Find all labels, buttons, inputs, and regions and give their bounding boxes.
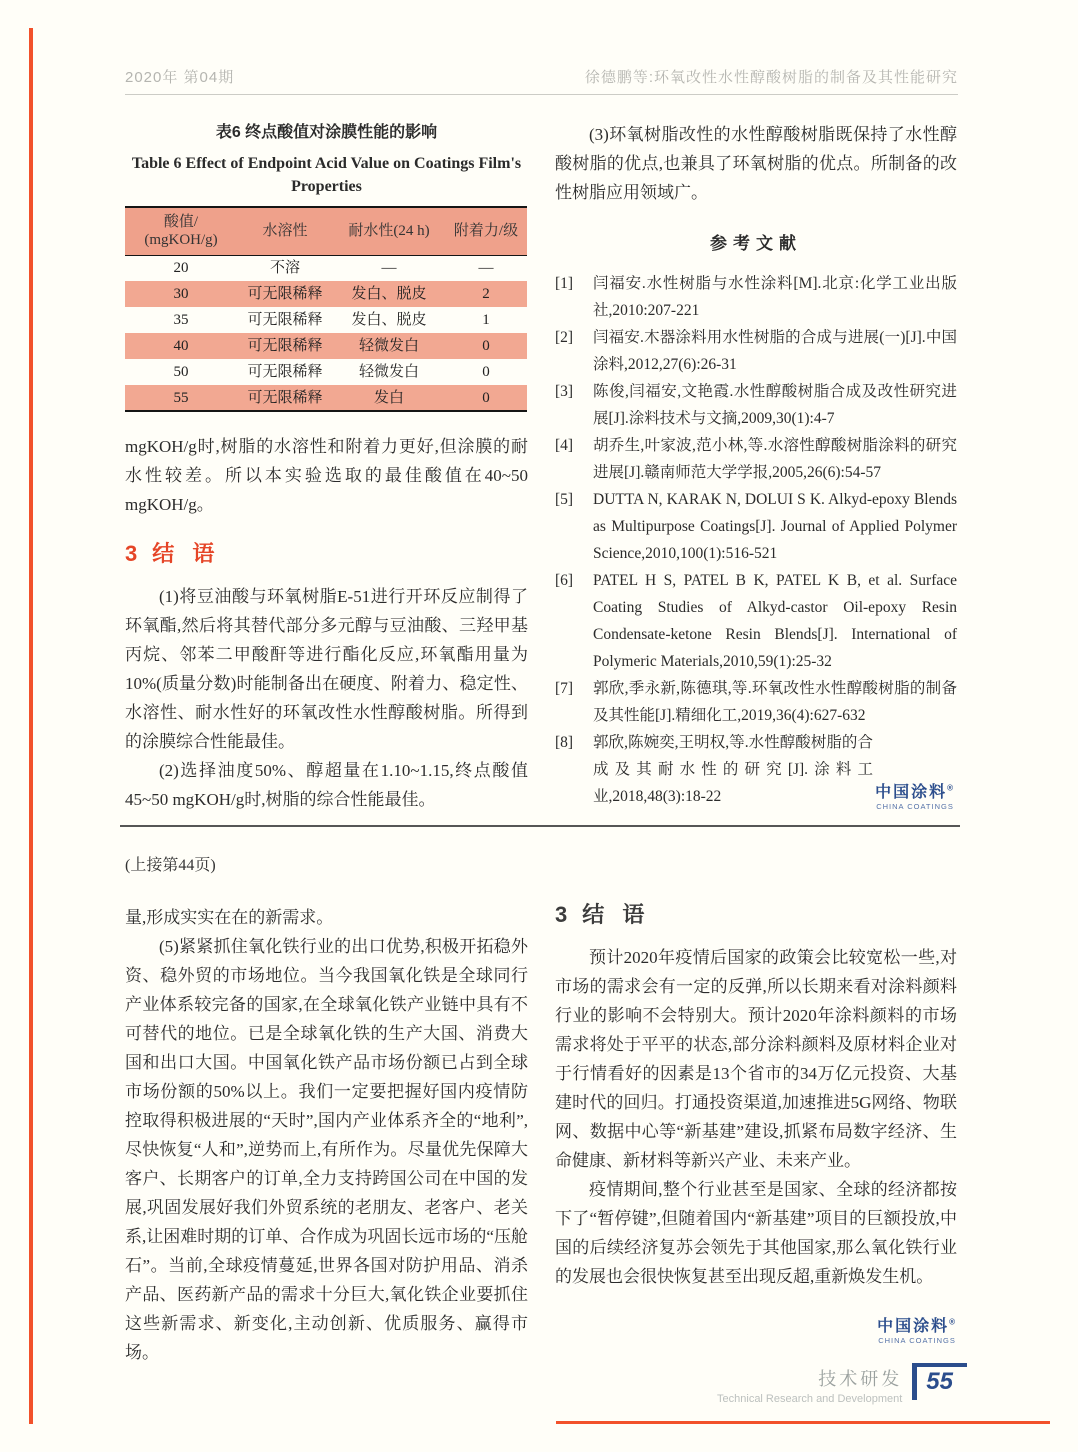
table-header-row — [125, 207, 527, 255]
col-header-solubility: 水溶性 — [262, 223, 308, 240]
column-top-right — [555, 120, 957, 810]
china-coatings-logo: 中国涂料® CHINA COATINGS — [875, 783, 955, 811]
table-row: 20 不溶 — — — [173, 260, 494, 277]
page-footer — [555, 1363, 967, 1405]
reference-item: [4] 胡乔生,叶家波,范小林,等.水溶性醇酸树脂涂料的研究进展[J].赣南师范大学学报,2005,26(6):54-57 — [555, 437, 957, 481]
conclusion-point-1: (1)将豆油酸与环氧树脂E-51进行开环反应制得了环氧酯,然后将其替代部分多元醇与豆油酸、三羟甲基丙烷、邻苯二甲酸酐等进行酯化反应,环氧酯用量为10%(质量分数)时能制备出在硬度、附着力、稳定性、水溶性、耐水性好的环氧改性水性醇酸树脂。所得到的涂膜综合性能最佳。 — [125, 587, 528, 751]
paragraph-continued: 量,形成实实在在的新需求。 — [125, 908, 334, 927]
col-header-acid-value: 酸值/ (mgKOH/g) — [144, 214, 218, 249]
table-row: 55 可无限稀释 发白 0 — [125, 385, 527, 411]
paragraph-point-5: (5)紧紧抓住氧化铁行业的出口优势,积极开拓稳外资、稳外贸的市场地位。当今我国氧化铁是全球同行产业体系较完备的国家,在全球氧化铁产业链中具有不可替代的地位。已是全球氧化铁的生产大国、消费大国和出口大国。中国氧化铁产品市场份额已占到全球市场份额的50%以上。我们一定要把握好国内疫情防控取得积极进展的“天时”,国内产业体系齐全的“地利”,尽快恢复“人和”,逆势而上,有所作为。尽量优先保障大客户、长期客户的订单,全力支持跨国公司在中国的发展,巩固发展好我们外贸系统的老朋友、老客户、老关系,让困难时期的订单、合作成为巩固长远市场的“压舱石”。当前,全球疫情蔓延,世界各国对防护用品、消杀产品、医药新产品的需求十分巨大,氧化铁企业要抓住这些新需求、新变化,主动创新、优质服务、赢得市场。 — [125, 937, 528, 1362]
paragraph-continued: mgKOH/g时,树脂的水溶性和附着力更好,但涂膜的耐水性较差。所以本实验选取的最佳酸值在40~50 mgKOH/g。 — [125, 437, 528, 514]
references-heading: 参考文献 — [710, 234, 802, 253]
table-row: 30 可无限稀释 发白、脱皮 2 — [125, 281, 527, 307]
running-header — [125, 66, 958, 87]
table-row: 40 可无限稀释 轻微发白 0 — [125, 333, 527, 359]
reference-item: [2] 闫福安.木器涂料用水性树脂的合成与进展(一)[J].中国涂料,2012,27(6):26-31 — [555, 329, 957, 373]
table-6-block — [125, 118, 528, 412]
conclusion-point-2: (2)选择油度50%、醇超量在1.10~1.15,终点酸值45~50 mgKOH/g时,树脂的综合性能最佳。 — [125, 761, 528, 809]
continued-from-note: (上接第44页) — [125, 857, 216, 874]
reference-item: [8] 郭欣,陈婉奕,王明权,等.水性醇酸树脂的合成及其耐水性的研究[J].涂料工业,2018,48(3):18-22 中国涂料® CHINA COATINGS — [555, 734, 955, 811]
reference-item: [6] PATEL H S, PATEL B K, PATEL K B, et al. Surface Coating Studies of Alkyd-castor Oil-epoxy Resin Condensate-ketone Resin Blends[J]. International of Polymeric Materials,2010,59(1):25-32 — [555, 572, 957, 670]
china-coatings-logo: 中国涂料® CHINA COATINGS — [877, 1317, 957, 1345]
col-header-water-resistance: 耐水性(24 h) — [348, 223, 430, 240]
section-heading-conclusion-2: 3 结 语 — [555, 902, 646, 927]
outlook-paragraph-1: 预计2020年疫情后国家的政策会比较宽松一些,对市场的需求会有一定的反弹,所以长期来看对涂料颜料行业的影响不会特别大。预计2020年涂料颜料的市场需求将处于平平的状态,部分涂料颜料及原材料企业对于行情看好的因素是13个省市的34万亿元投资、大基建时代的回归。打通投资渠道,加速推进5G网络、物联网、数据中心等“新基建”建设,抓紧布局数字经济、生命健康、新材料等新兴产业、未来产业。 — [555, 948, 957, 1170]
footer-section-label-cn: 技术研发 — [818, 1369, 903, 1389]
col-header-adhesion: 附着力/级 — [453, 223, 519, 240]
header-rule — [125, 94, 958, 95]
section-heading-conclusion: 3 结 语 — [125, 541, 216, 566]
header-running-title: 徐德鹏等:环氧改性水性醇酸树脂的制备及其性能研究 — [584, 69, 958, 86]
header-issue: 2020年 第04期 — [125, 69, 235, 86]
column-top-left — [125, 118, 528, 814]
table-row: 35 可无限稀释 发白、脱皮 1 — [173, 312, 490, 328]
reference-item: [5] DUTTA N, KARAK N, DOLUI S K. Alkyd-epoxy Blends as Multipurpose Coatings[J]. Journal of Applied Polymer Science,2010,100(1):516-521 — [555, 491, 957, 562]
outlook-paragraph-2: 疫情期间,整个行业甚至是国家、全球的经济都按下了“暂停键”,但随着国内“新基建”项目的巨额投放,中国的后续经济复苏会领先于其他国家,那么氧化铁行业的发展也会很快恢复甚至出现反超,重新焕发生机。 — [555, 1180, 957, 1286]
table-title-en-line2: Properties — [291, 178, 362, 195]
table-row: 50 可无限稀释 轻微发白 0 — [173, 364, 490, 380]
table-title-cn: 表6 终点酸值对涂膜性能的影响 — [215, 124, 438, 141]
table-title-en-line1: Table 6 Effect of Endpoint Acid Value on Coatings Film's — [131, 155, 522, 172]
page-accent-bottom-bar — [556, 1421, 1050, 1424]
reference-item: [3] 陈俊,闫福安,文艳霞.水性醇酸树脂合成及改性研究进展[J].涂料技术与文摘,2009,30(1):4-7 — [555, 383, 957, 427]
footer-section-label-en: Technical Research and Development — [717, 1393, 903, 1405]
page-accent-left-bar — [29, 28, 33, 1424]
column-bottom-left — [125, 903, 528, 1367]
reference-item: [1] 闫福安.水性树脂与水性涂料[M].北京:化学工业出版社,2010:207-221 — [555, 275, 957, 319]
page-number-bracket — [912, 1363, 967, 1400]
conclusion-point-3: (3)环氧树脂改性的水性醇酸树脂既保持了水性醇酸树脂的优点,也兼具了环氧树脂的优点。所制备的改性树脂应用领域广。 — [555, 125, 957, 202]
column-bottom-right — [555, 898, 957, 1352]
reference-item: [7] 郭欣,季永新,陈德琪,等.环氧改性水性醇酸树脂的制备及其性能[J].精细化工,2019,36(4):627-632 — [555, 680, 957, 724]
table-title-en — [125, 152, 528, 198]
table-6 — [125, 206, 527, 412]
section-divider-rule — [120, 825, 960, 827]
page-number: 55 — [926, 1368, 953, 1395]
